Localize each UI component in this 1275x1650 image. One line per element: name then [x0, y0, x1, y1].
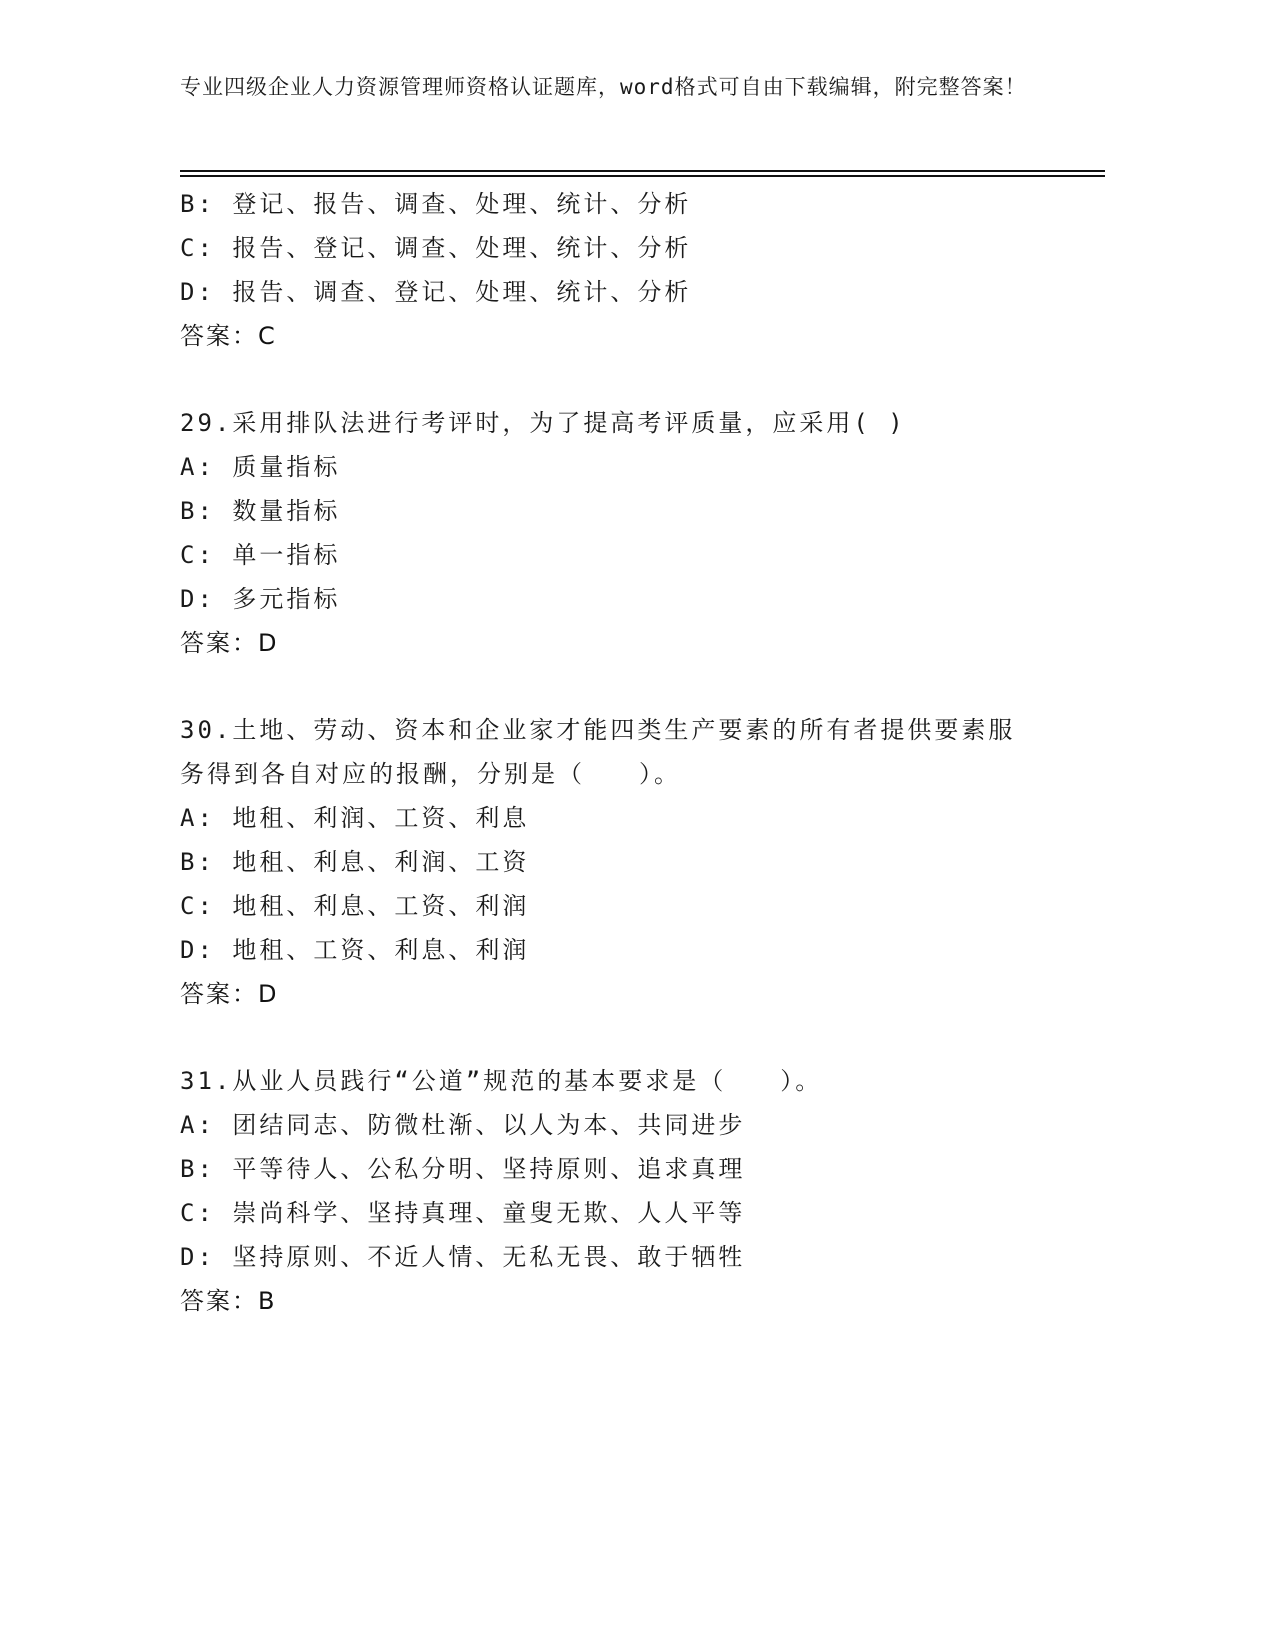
question-stem-line-1: 30.土地、劳动、资本和企业家才能四类生产要素的所有者提供要素服 [180, 716, 1016, 744]
option-c: C: 地租、利息、工资、利润 [180, 892, 530, 920]
question-stem-line-2: 务得到各自对应的报酬，分别是（ ）。 [180, 760, 681, 788]
spacer [180, 1016, 1080, 1059]
answer-label: 答案：B [180, 1287, 277, 1315]
question-30 [180, 708, 1080, 1016]
option-d: D: 地租、工资、利息、利润 [180, 936, 530, 964]
spacer [180, 358, 1080, 401]
option-a: A: 团结同志、防微杜渐、以人为本、共同进步 [180, 1111, 746, 1139]
answer-label: 答案：D [180, 629, 279, 657]
option-c: C: 单一指标 [180, 541, 341, 569]
option-b: B: 登记、报告、调查、处理、统计、分析 [180, 190, 692, 218]
option-a: A: 地租、利润、工资、利息 [180, 804, 530, 832]
header-rule-top [180, 170, 1105, 172]
option-c: C: 崇尚科学、坚持真理、童叟无欺、人人平等 [180, 1199, 746, 1227]
option-d: D: 多元指标 [180, 585, 341, 613]
answer-label: 答案：C [180, 322, 277, 350]
question-31 [180, 1059, 1080, 1323]
header-rule-bottom [180, 175, 1105, 177]
question-content [180, 182, 1080, 1323]
option-d: D: 报告、调查、登记、处理、统计、分析 [180, 278, 692, 306]
answer-label: 答案：D [180, 980, 279, 1008]
question-29 [180, 401, 1080, 665]
option-c: C: 报告、登记、调查、处理、统计、分析 [180, 234, 692, 262]
option-b: B: 平等待人、公私分明、坚持原则、追求真理 [180, 1155, 746, 1183]
spacer [180, 665, 1080, 708]
option-b: B: 数量指标 [180, 497, 341, 525]
document-header: 专业四级企业人力资源管理师资格认证题库，word格式可自由下载编辑，附完整答案！ [180, 75, 1027, 99]
option-d: D: 坚持原则、不近人情、无私无畏、敢于牺牲 [180, 1243, 746, 1271]
question-28-continued [180, 182, 1080, 358]
option-a: A: 质量指标 [180, 453, 341, 481]
question-stem: 31.从业人员践行“公道”规范的基本要求是（ ）。 [180, 1067, 823, 1095]
option-b: B: 地租、利息、利润、工资 [180, 848, 530, 876]
question-stem: 29.采用排队法进行考评时，为了提高考评质量，应采用( ) [180, 409, 906, 437]
